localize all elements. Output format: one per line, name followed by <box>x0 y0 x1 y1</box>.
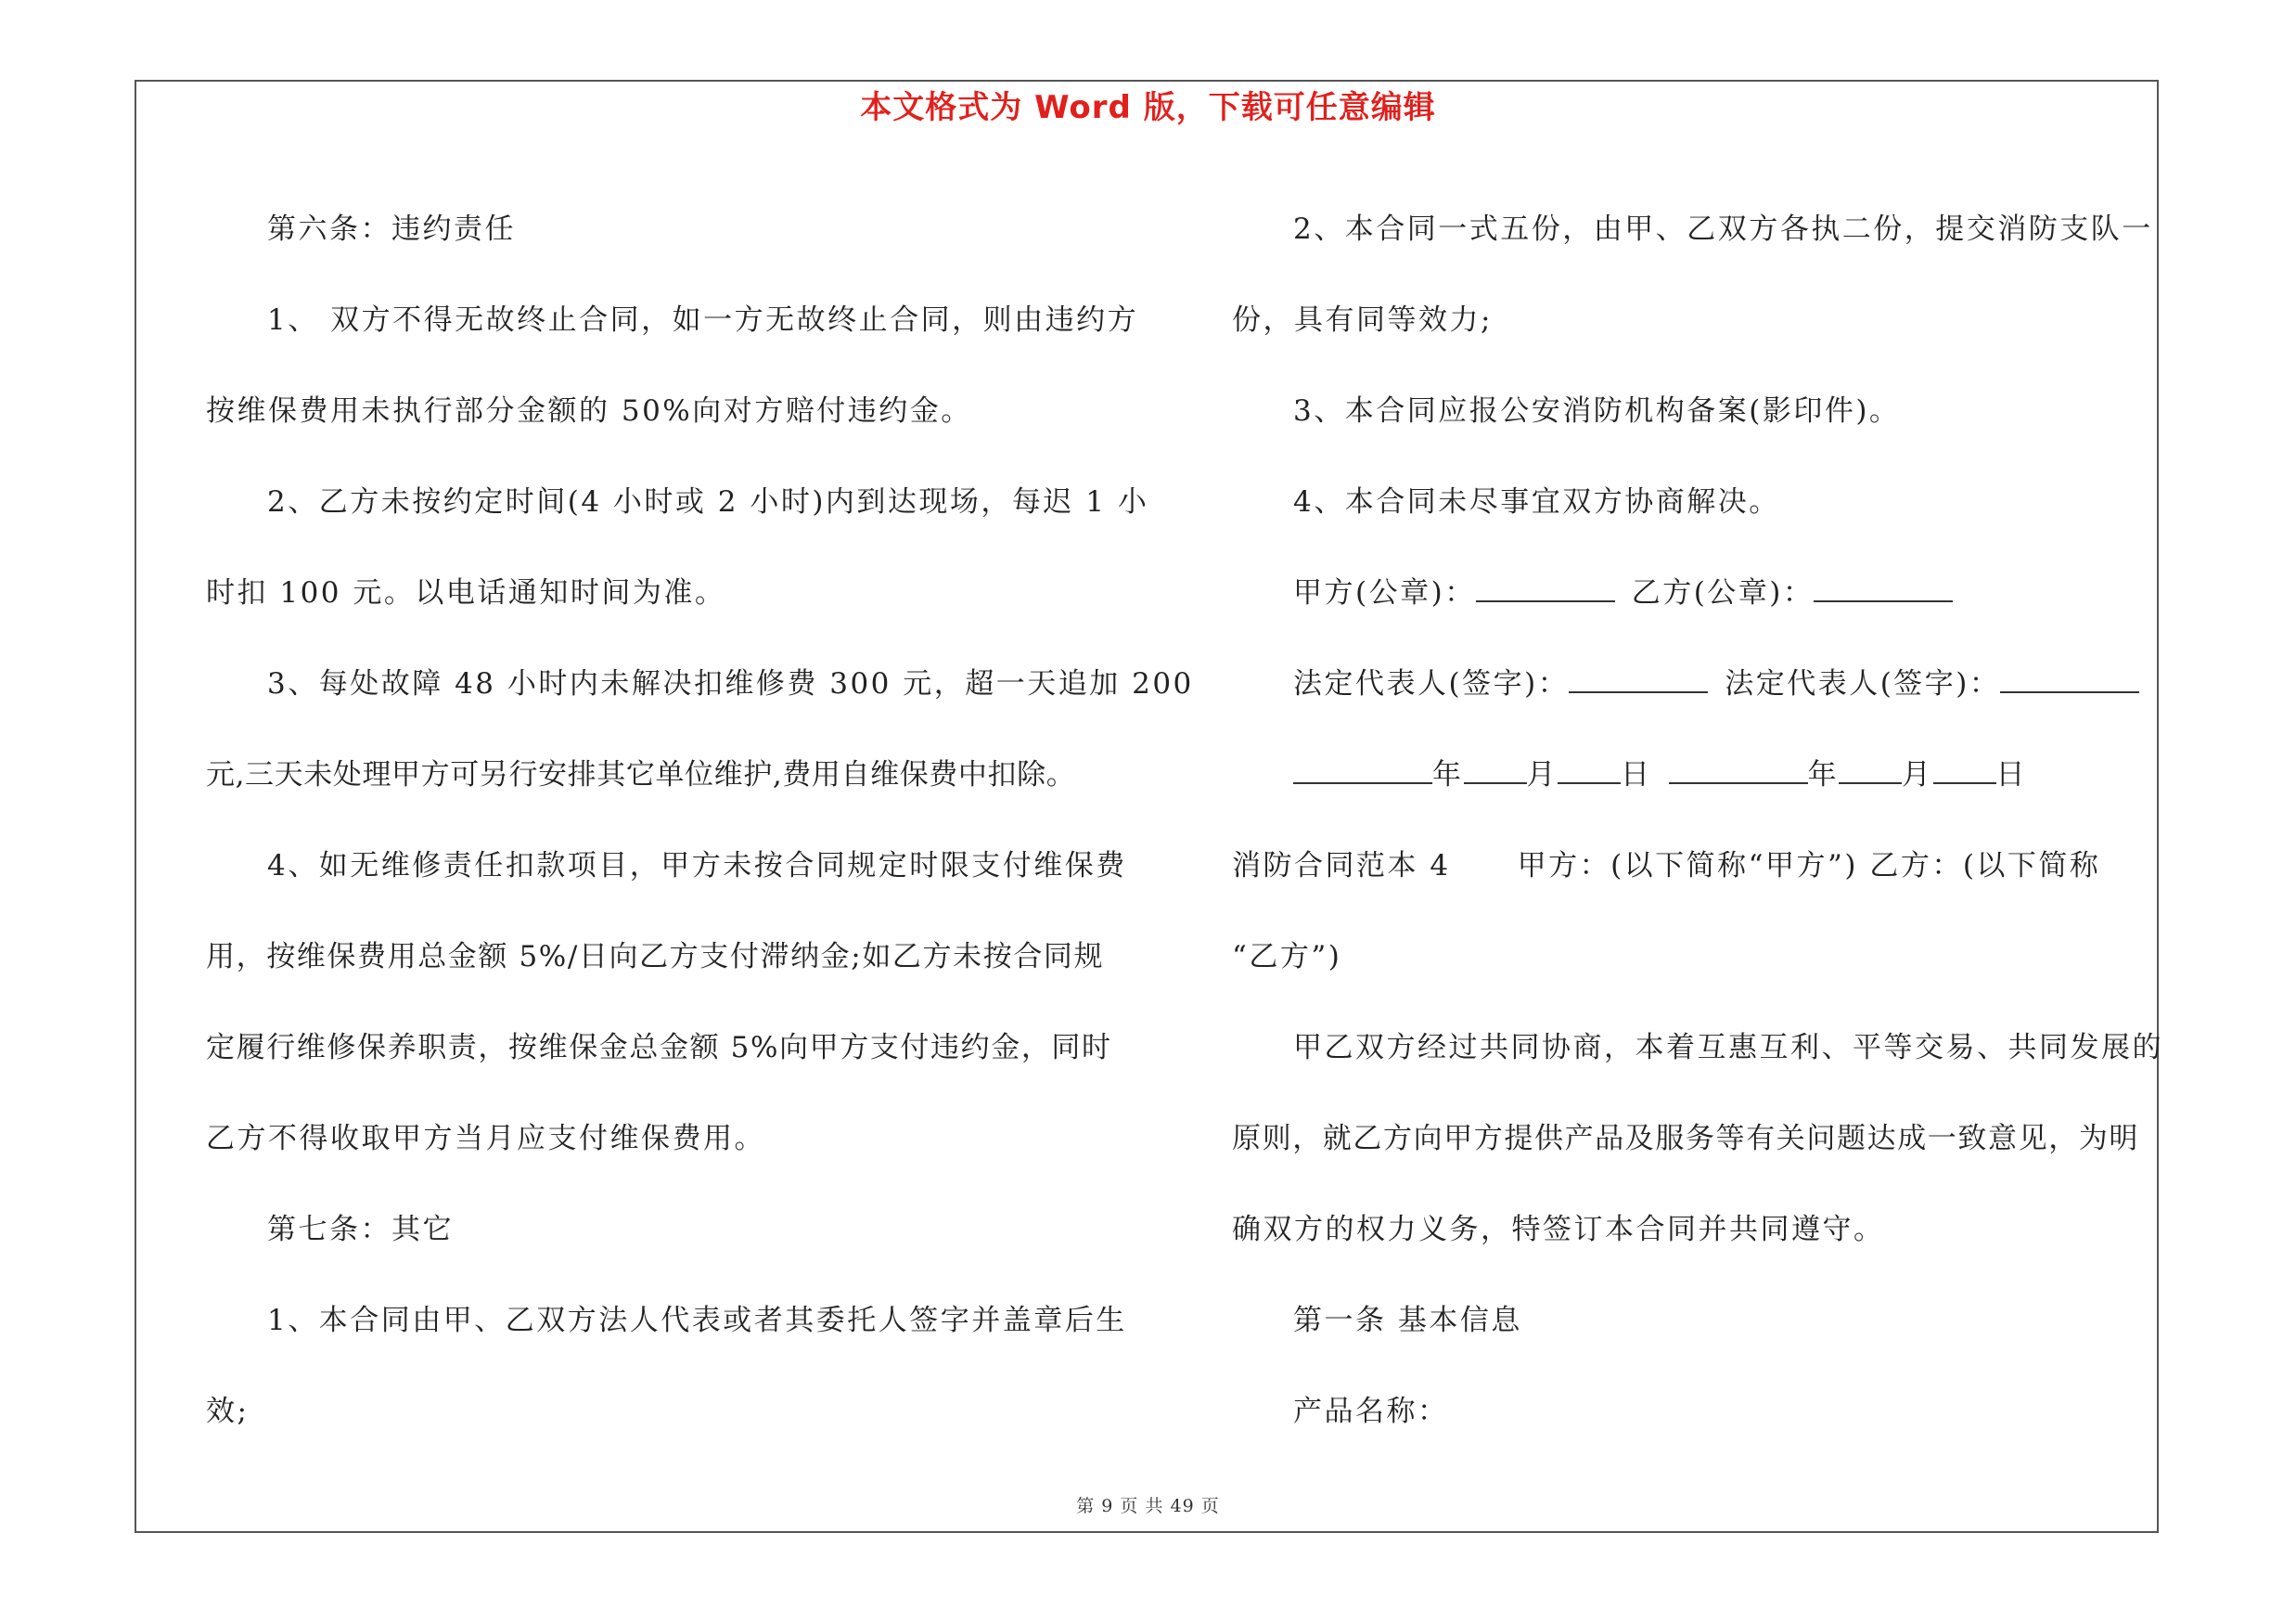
product-name-label: 产品名称： <box>1293 1395 1449 1428</box>
party-a-seal-label: 甲方(公章)： <box>1293 576 1476 610</box>
month-blank <box>1839 773 1902 784</box>
year-blank <box>1293 773 1432 784</box>
month-label: 月 <box>1526 758 1558 792</box>
party-a-seal-blank <box>1476 591 1615 602</box>
day-label: 日 <box>1995 758 2027 792</box>
seal-line <box>1232 547 2150 638</box>
paragraph-line: 时扣 100 元。以电话通知时间为准。 <box>206 576 726 610</box>
year-label: 年 <box>1432 758 1464 792</box>
paragraph-line: 4、如无维修责任扣款项目，甲方未按合同规定时限支付维保费 <box>267 849 1127 882</box>
day-blank <box>1558 773 1621 784</box>
contract-template-line <box>1232 820 2150 911</box>
paragraph-line: 1、 双方不得无故终止合同，如一方无故终止合同，则由违约方 <box>267 303 1139 337</box>
paragraph-line: 定履行维修保养职责，按维保金总金额 5%向甲方支付违约金，同时 <box>206 1031 1112 1064</box>
representative-line <box>1232 638 2150 729</box>
paragraph-line: 2、乙方未按约定时间(4 小时或 2 小时)内到达现场，每迟 1 小 <box>267 485 1149 519</box>
party-b-seal-blank <box>1814 591 1953 602</box>
template-title: 消防合同范本 4 <box>1232 849 1451 882</box>
month-label: 月 <box>1902 758 1933 792</box>
paragraph-line: 甲乙双方经过共同协商，本着互惠互利、平等交易、共同发展的 <box>1293 1031 2163 1064</box>
party-a-rep-label: 法定代表人(签字)： <box>1293 667 1570 701</box>
paragraph-line: 3、本合同应报公安消防机构备案(影印件)。 <box>1293 394 1901 428</box>
year-label: 年 <box>1807 758 1839 792</box>
article-1-heading: 第一条 基本信息 <box>1293 1304 1522 1337</box>
paragraph-line: 确双方的权力义务，特签订本合同并共同遵守。 <box>1232 1213 1885 1246</box>
date-line <box>1232 729 2150 820</box>
paragraph-line: 按维保费用未执行部分金额的 50%向对方赔付违约金。 <box>206 394 972 428</box>
format-banner: 本文格式为 Word 版，下载可任意编辑 <box>860 89 1436 126</box>
left-column <box>206 184 1194 1457</box>
paragraph-line: 份，具有同等效力; <box>1232 303 1493 337</box>
day-label: 日 <box>1621 758 1652 792</box>
article-6-heading: 第六条：违约责任 <box>267 213 516 246</box>
paragraph-line: 3、每处故障 48 小时内未解决扣维修费 300 元，超一天追加 200 <box>267 667 1194 701</box>
month-blank <box>1464 773 1527 784</box>
parties-intro: 甲方：(以下简称“甲方”) 乙方：(以下简称 <box>1517 849 2101 882</box>
day-blank <box>1933 773 1996 784</box>
party-a-rep-blank <box>1569 682 1708 693</box>
paragraph-line: 1、本合同由甲、乙双方法人代表或者其委托人签字并盖章后生 <box>267 1304 1127 1337</box>
right-column <box>1232 184 2163 1457</box>
party-b-seal-label: 乙方(公章)： <box>1631 576 1815 610</box>
paragraph-line: 用，按维保费用总金额 5%/日向乙方支付滞纳金;如乙方未按合同规 <box>206 940 1105 973</box>
party-b-rep-label: 法定代表人(签字)： <box>1725 667 2001 701</box>
paragraph-line: “乙方”) <box>1232 940 1342 973</box>
paragraph-line: 原则，就乙方向甲方提供产品及服务等有关问题达成一致意见，为明 <box>1232 1122 2139 1155</box>
paragraph-line: 2、本合同一式五份，由甲、乙双方各执二份，提交消防支队一 <box>1293 213 2153 246</box>
year-blank <box>1669 773 1808 784</box>
paragraph-line: 元,三天未处理甲方可另行安排其它单位维护,费用自维保费中扣除。 <box>206 758 1076 792</box>
party-b-rep-blank <box>2000 682 2139 693</box>
page-number: 第 9 页 共 49 页 <box>1076 1496 1220 1516</box>
paragraph-line: 乙方不得收取甲方当月应支付维保费用。 <box>206 1122 765 1155</box>
paragraph-line: 效; <box>206 1395 250 1428</box>
paragraph-line: 4、本合同未尽事宜双方协商解决。 <box>1293 485 1780 519</box>
article-7-heading: 第七条：其它 <box>267 1213 454 1246</box>
